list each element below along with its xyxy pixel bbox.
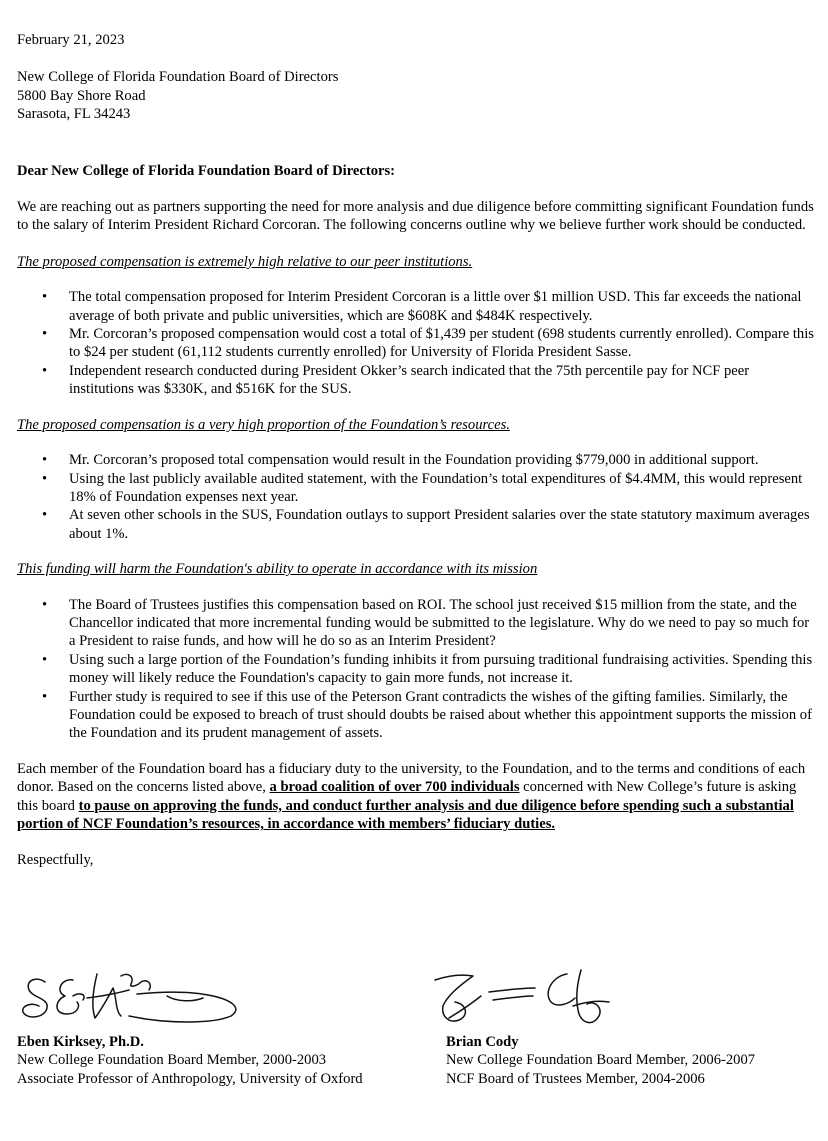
bullet-item: • The Board of Trustees justifies this compensation based on ROI. The school just received $15 million from the state, and the Chancellor indicated that more incremental funding would be submitted to the legislature. Why do we need to pay so much for a President to raise funds, and how will he do so as an Interim President? (69, 596, 817, 651)
signatory-cody (446, 1033, 755, 1088)
closing-request: to pause on approving the funds, and conduct further analysis and due diligence before spending such a substantial portion of NCF Foundation’s resources, in accordance with members’ fiduciary duties. (17, 797, 794, 832)
bullet-item: • Mr. Corcoran’s proposed total compensation would result in the Foundation providing $779,000 in additional support. (69, 451, 817, 469)
signature-image-cody (429, 966, 619, 1032)
letter-date: February 21, 2023 (17, 32, 125, 48)
salutation: Dear New College of Florida Foundation Board of Directors: (17, 162, 396, 179)
section-bullets (17, 451, 817, 543)
section-heading: This funding will harm the Foundation's ability to operate in accordance with its mission (17, 561, 538, 578)
address-line: 5800 Bay Shore Road (17, 87, 146, 104)
closing-emphasis: a broad coalition of over 700 individuals (269, 779, 520, 796)
signoff: Respectfully, (17, 852, 94, 869)
bullet-item: • At seven other schools in the SUS, Foundation outlays to support President salaries over the state statutory maximum averages about 1%. (69, 506, 817, 543)
closing-text: concerned with New College’s future is asking this board (17, 779, 797, 814)
bullet-item: • Using such a large portion of the Foundation’s funding inhibits it from pursuing traditional fundraising activities. Spending this money will likely reduce the Foundation's capacity to gain more funds, not increase it. (69, 651, 817, 688)
bullet-item: • Further study is required to see if this use of the Peterson Grant contradicts the wishes of the gifting families. Similarly, the Foundation could be exposed to breach of trust should doubts be raised about whether this appointment supports the mission of the Foundation and its prudent management of assets. (69, 688, 817, 743)
closing-paragraph (17, 760, 817, 834)
bullet-item: • The total compensation proposed for Interim President Corcoran is a little over $1 million USD. This far exceeds the national average of both private and public universities, which are $608K and $484K respectively. (69, 288, 817, 325)
signature-block (17, 962, 817, 1092)
address-line: Sarasota, FL 34243 (17, 106, 131, 123)
bullet-item: • Using the last publicly available audited statement, with the Foundation’s total expenditures of $4.4MM, this would represent 18% of Foundation expenses next year. (69, 470, 817, 507)
bullet-item: • Independent research conducted during President Okker’s search indicated that the 75th percentile pay for NCF peer institutions was $330K, and $516K for the SUS. (69, 362, 817, 399)
closing-text: Each member of the Foundation board has a fiduciary duty to the university, to the Foundation, and to the terms and conditions of each donor. Based on the concerns listed above, (17, 760, 806, 796)
section-heading: The proposed compensation is extremely high relative to our peer institutions. (17, 253, 473, 270)
section-bullets (17, 288, 817, 398)
section-heading: The proposed compensation is a very high proportion of the Foundation’s resources. (17, 416, 510, 433)
signatory-role: New College Foundation Board Member, 2000-2003 (17, 1052, 327, 1069)
signatory-role: New College Foundation Board Member, 2006-2007 (446, 1052, 756, 1069)
address-line: New College of Florida Foundation Board of Directors (17, 69, 339, 86)
letter-body (17, 31, 817, 870)
signatory-kirksey (17, 1033, 363, 1088)
recipient-address (17, 68, 817, 123)
section-bullets (17, 596, 817, 743)
bullet-item: • Mr. Corcoran’s proposed compensation would cost a total of $1,439 per student (698 students currently enrolled). Compare this to $24 per student (61,112 students currently enrolled) for University of Florida President Sasse. (69, 325, 817, 362)
signatory-role: NCF Board of Trustees Member, 2004-2006 (446, 1070, 705, 1087)
intro-paragraph: We are reaching out as partners supporting the need for more analysis and due diligence before committing significant Foundation funds to the salary of Interim President Richard Corcoran. The following concerns outline why we believe further work should be conducted. (17, 199, 814, 234)
signatory-role: Associate Professor of Anthropology, University of Oxford (17, 1070, 363, 1087)
signatory-name: Brian Cody (446, 1034, 519, 1050)
signature-image-kirksey (17, 966, 247, 1028)
signatory-name: Eben Kirksey, Ph.D. (17, 1034, 144, 1050)
